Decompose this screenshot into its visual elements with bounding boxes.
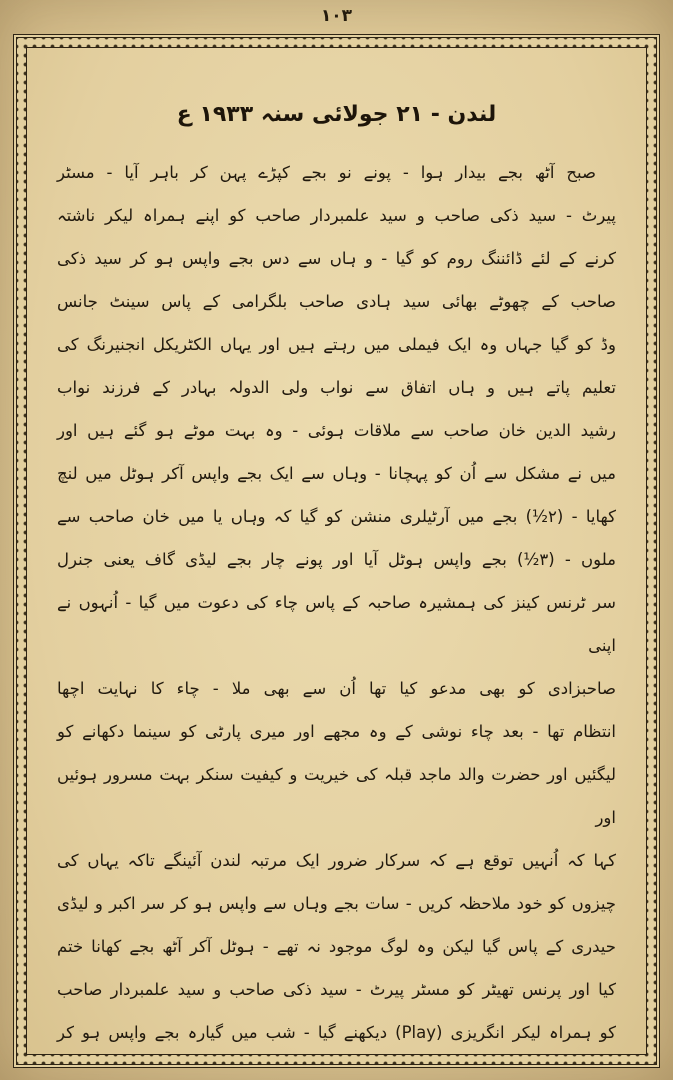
text-line: کہا کہ اُنہیں توقع ہے کہ سرکار ضرور ایک مرتبہ لندن آئینگے تاکہ یہاں کی — [57, 851, 616, 870]
text-line: انتظام تھا - بعد چاء نوشی کے وہ مجھے اور میری پارٹی کو سینما دکھانے کو — [57, 722, 616, 741]
text-line: چیزوں کو خود ملاحظہ کریں - سات بجے وہاں سے واپس ہو کر سر اکبر و لیڈی — [57, 894, 616, 913]
page-number: ۱۰۳ — [320, 6, 353, 26]
text-line: تعلیم پاتے ہیں و ہاں اتفاق سے نواب ولی الدولہ بہادر کے فرزند نواب — [57, 378, 616, 397]
text-line: حیدری کے پاس گیا لیکن وہ لوگ موجود نہ تھے - ہوٹل آکر آٹھ بجے کھانا ختم — [57, 937, 616, 956]
text-line: لیگئیں اور حضرت والد ماجد قبلہ کی خیریت و کیفیت سنکر بہت مسرور ہوئیں اور — [57, 765, 616, 827]
text-line: صبح آٹھ بجے بیدار ہوا - پونے نو بجے کپڑے پہن کر باہر آیا - مسٹر — [57, 163, 596, 182]
text-line: ملوں - (۳½) بجے واپس ہوٹل آیا اور پونے چار بجے لیڈی گاف یعنی جنرل — [57, 550, 616, 569]
text-line: رشید الدین خان صاحب سے ملاقات ہوئی - وہ بہت موٹے ہو گئے ہیں اور — [57, 421, 616, 440]
text-line: کرنے کے لئے ڈائننگ روم کو گیا - و ہاں سے دس بجے واپس ہو کر سید ذکی — [57, 249, 616, 268]
text-line: کھایا - (۲½) بجے میں آرٹیلری منشن کو گیا کہ وہاں یا میں خان صاحب سے — [57, 507, 616, 526]
text-line: پیرٹ - سید ذکی صاحب و سید علمبردار صاحب کو اپنے ہمراہ لیکر ناشتہ — [57, 206, 616, 225]
text-line: صاحبزادی کو بھی مدعو کیا تھا اُن سے بھی ملا - چاء کا نہایت اچھا — [57, 679, 616, 698]
text-line: میں نے مشکل سے اُن کو پہچانا - وہاں سے ایک بجے واپس آکر ہوٹل میں لنچ — [57, 464, 616, 483]
decorative-border-frame — [13, 34, 660, 1068]
text-line: کیا اور پرنس تھیٹر کو مسٹر پیرٹ - سید ذکی صاحب و سید علمبردار صاحب — [57, 980, 616, 999]
text-line: صاحب کے چھوٹے بھائی سید ہادی صاحب بلگرامی کے پاس سینٹ جانس — [57, 292, 616, 311]
text-line: سر ٹرنس کینز کی ہمشیرہ صاحبہ کے پاس چاء کی دعوت میں گیا - اُنہوں نے اپنی — [57, 593, 616, 655]
entry-heading: لندن - ۲۱ جولائی سنہ ۱۹۳۳ ع — [176, 102, 497, 127]
text-line: کو ہمراہ لیکر انگریزی (Play) دیکھنے گیا - شب میں گیارہ بجے واپس ہو کر — [57, 1023, 616, 1042]
entry-body — [57, 151, 616, 1054]
page-content-area — [26, 47, 647, 1055]
border-ornament-band — [16, 37, 657, 1065]
text-line: وڈ کو گیا جہاں وہ ایک فیملی میں رہتے ہیں اور یہاں الکٹریکل انجنیرنگ کی — [57, 335, 616, 354]
